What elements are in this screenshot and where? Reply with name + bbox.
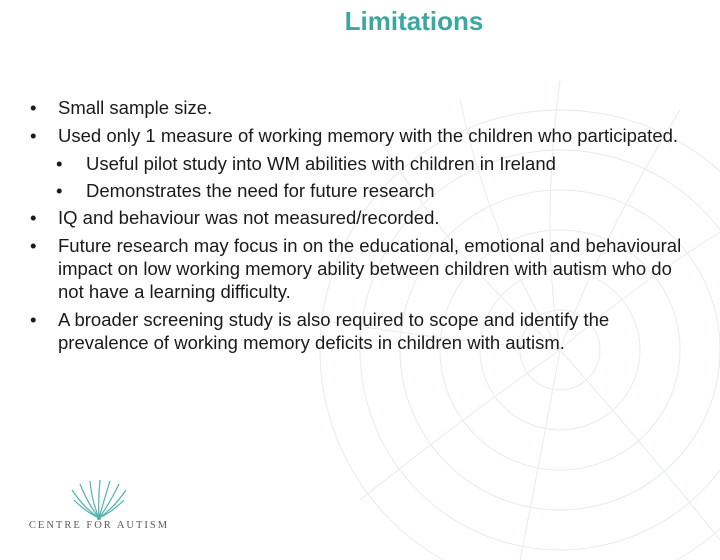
bullet-text: Useful pilot study into WM abilities with children in Ireland [86,153,556,174]
sub-bullet-item [30,152,690,175]
bullet-text: Used only 1 measure of working memory with the children who participated. [58,125,679,146]
bullet-text: IQ and behaviour was not measured/recorded. [58,207,440,228]
bullet-marker: • [30,235,37,256]
bullet-marker: • [30,309,37,330]
bullet-text: Demonstrates the need for future research [86,180,435,201]
bullet-marker: • [30,125,37,146]
bullet-marker: • [56,180,63,201]
bullet-item [30,206,690,229]
bullet-marker: • [56,153,63,174]
bullet-item [30,124,690,147]
bullet-item [30,234,690,303]
bullet-marker: • [30,97,37,118]
bullet-text: Future research may focus in on the educational, emotional and behavioural impact on low working memory ability between children with autism who do not have a learning difficulty. [58,235,682,302]
bullet-marker: • [30,207,37,228]
logo-wordmark: CENTRE FOR AUTISM [28,520,170,531]
sub-bullet-item [30,179,690,202]
bullet-text: Small sample size. [58,97,213,118]
bullet-item [30,308,690,354]
bullet-text: A broader screening study is also required to scope and identify the prevalence of working memory deficits in children with autism. [58,309,610,353]
spiral-fan-logo-icon [64,478,134,520]
bullet-item [30,96,690,119]
bullet-list [30,96,690,359]
slide-title: Limitations [344,6,484,36]
centre-for-autism-logo [24,478,174,540]
